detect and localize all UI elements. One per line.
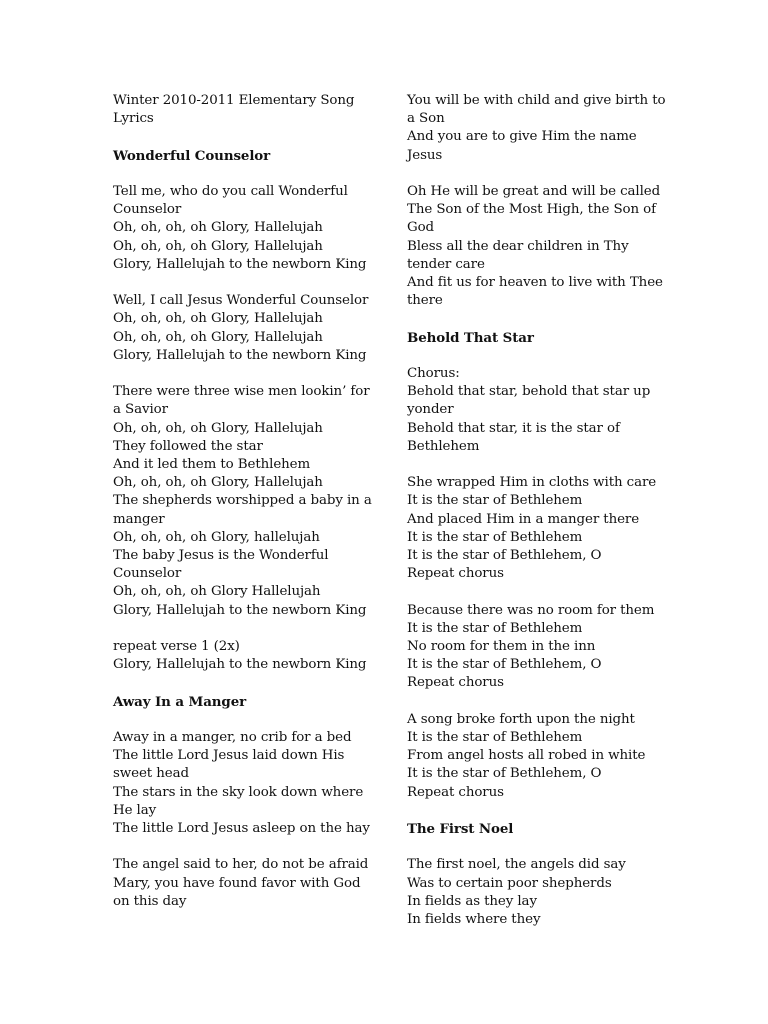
blank-line [407, 838, 669, 856]
lyric-line: Counselor [113, 202, 182, 218]
lyric-line: Well, I call Jesus Wonderful Counselor [113, 293, 369, 309]
lyric-line: The shepherds worshipped a baby in a [113, 493, 372, 509]
lyric-line: They followed the star [113, 438, 263, 454]
lyric-line: Oh, oh, oh, oh Glory, Hallelujah [113, 420, 323, 436]
lyric-line: Oh He will be great and will be called [407, 184, 661, 199]
lyric-line: Chorus: [407, 366, 460, 381]
lyric-line: It is the star of Bethlehem [407, 730, 583, 746]
lyric-line: In fields where they [407, 912, 541, 928]
lyric-line: It is the star of Bethlehem [407, 529, 583, 545]
song-title: Away In a Manger [113, 693, 247, 710]
left-column [113, 92, 375, 911]
lyric-line: Glory, Hallelujah to the newborn King [113, 347, 367, 363]
lyric-line: Mary, you have found favor with God [113, 875, 361, 891]
lyric-line: Oh, oh, oh, oh Glory, Hallelujah [113, 220, 323, 236]
lyric-line: Bethlehem [407, 438, 480, 454]
lyric-line: The stars in the sky look down where [113, 784, 364, 800]
lyric-line: It is the star of Bethlehem, O [407, 657, 602, 673]
lyric-line: The little Lord Jesus asleep on the hay [113, 821, 370, 837]
lyric-line: And you are to give Him the name [407, 129, 637, 145]
blank-line [113, 274, 375, 292]
lyric-line: You will be with child and give birth to [407, 93, 666, 108]
blank-line [113, 711, 375, 729]
lyric-line: Glory, Hallelujah to the newborn King [113, 256, 367, 272]
lyric-line: God [407, 220, 435, 236]
lyric-line: Winter 2010-2011 Elementary Song [113, 93, 355, 108]
lyric-line: And it led them to Bethlehem [113, 457, 311, 472]
lyric-line: Behold that star, behold that star up [407, 384, 651, 400]
lyric-line: And fit us for heaven to live with Thee [407, 275, 663, 291]
lyric-line: Glory, Hallelujah to the newborn King [113, 657, 367, 673]
lyric-line: Repeat chorus [407, 784, 504, 800]
lyric-line: It is the star of Bethlehem, O [407, 766, 602, 782]
lyric-line: The Son of the Most High, the Son of [407, 202, 656, 218]
lyric-line: Lyrics [113, 111, 154, 127]
song-title: Wonderful Counselor [113, 147, 271, 164]
blank-line [407, 693, 669, 711]
lyric-line: The baby Jesus is the Wonderful [113, 548, 329, 564]
lyric-line: It is the star of Bethlehem, O [407, 548, 602, 564]
lyric-line: No room for them in the inn [407, 639, 596, 655]
song-title: The First Noel [407, 821, 514, 838]
lyric-line: A song broke forth upon the night [407, 711, 635, 727]
blank-line [113, 620, 375, 638]
lyric-line: sweet head [113, 766, 189, 782]
lyric-line: She wrapped Him in cloths with care [407, 475, 657, 491]
lyric-line: Jesus [407, 147, 443, 163]
lyric-line: From angel hosts all robed in white [407, 748, 646, 764]
blank-line [113, 674, 375, 692]
blank-line [407, 802, 669, 820]
lyric-line: yonder [407, 402, 454, 418]
blank-line [407, 583, 669, 601]
lyric-line: tender care [407, 256, 485, 272]
lyric-line: Away in a manger, no crib for a bed [113, 730, 352, 745]
blank-line [113, 365, 375, 383]
lyric-line: manger [113, 511, 165, 527]
lyric-line: In fields as they lay [407, 893, 537, 909]
lyric-line: Oh, oh, oh, oh Glory, Hallelujah [113, 311, 323, 327]
lyric-line: on this day [113, 893, 187, 909]
lyric-line: Oh, oh, oh, oh Glory, Hallelujah [113, 238, 323, 254]
lyric-line: a Son [407, 111, 445, 127]
lyric-line: Oh, oh, oh, oh Glory, Hallelujah [113, 475, 323, 491]
lyric-line: Tell me, who do you call Wonderful [113, 183, 348, 199]
lyric-line: Because there was no room for them [407, 602, 655, 618]
lyric-line: The first noel, the angels did say [407, 857, 626, 873]
lyric-line: The little Lord Jesus laid down His [113, 748, 345, 764]
blank-line [113, 165, 375, 183]
lyric-line: Was to certain poor shepherds [407, 875, 612, 891]
lyric-line: The angel said to her, do not be afraid [113, 857, 369, 873]
lyric-line: a Savior [113, 402, 168, 418]
lyric-line: He lay [113, 802, 157, 818]
lyric-line: Oh, oh, oh, oh Glory, Hallelujah [113, 329, 323, 345]
lyric-line: And placed Him in a manger there [407, 511, 640, 527]
lyric-line: Oh, oh, oh, oh Glory Hallelujah [113, 584, 321, 600]
lyric-line: It is the star of Bethlehem [407, 620, 583, 636]
blank-line [407, 165, 669, 183]
lyric-line: There were three wise men lookin’ for [113, 384, 370, 400]
song-title: Behold That Star [407, 329, 534, 346]
right-column [407, 92, 669, 929]
lyric-line: Repeat chorus [407, 566, 504, 582]
lyric-line: Behold that star, it is the star of [407, 420, 620, 436]
lyric-line: Oh, oh, oh, oh Glory, hallelujah [113, 529, 320, 545]
lyric-line: there [407, 293, 443, 309]
blank-line [113, 838, 375, 856]
blank-line [113, 128, 375, 146]
blank-line [407, 310, 669, 328]
lyric-line: repeat verse 1 (2x) [113, 639, 240, 655]
blank-line [407, 456, 669, 474]
lyric-line: It is the star of Bethlehem [407, 493, 583, 509]
lyric-line: Counselor [113, 566, 182, 582]
lyric-line: Repeat chorus [407, 675, 504, 691]
blank-line [407, 347, 669, 365]
lyric-line: Glory, Hallelujah to the newborn King [113, 602, 367, 618]
lyric-line: Bless all the dear children in Thy [407, 238, 629, 254]
